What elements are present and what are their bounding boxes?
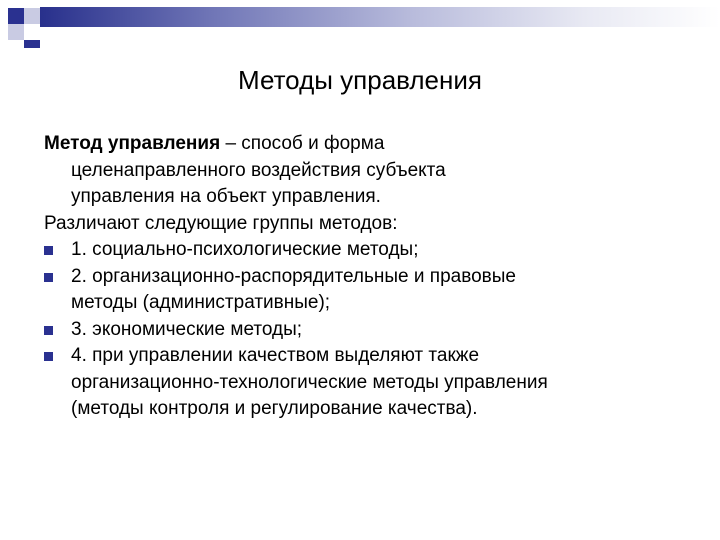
decor-square-icon	[24, 8, 40, 24]
square-bullet-icon	[44, 273, 53, 282]
definition-line-1	[44, 131, 694, 158]
definition-line-2: целенаправленного воздействия субъекта	[71, 159, 446, 181]
list-item	[44, 264, 694, 317]
list-item-text: 4. при управлении качеством выделяют также	[71, 345, 480, 366]
definition-term: Метод управления	[44, 133, 221, 154]
list-item-text: 2. организационно-распорядительные и правовые	[71, 265, 516, 287]
slide-body	[44, 131, 694, 423]
slide-title	[0, 62, 720, 98]
square-bullet-icon	[44, 246, 53, 255]
decor-square-icon	[8, 8, 24, 24]
list-item-text: 1. социально-психологические методы;	[71, 239, 419, 260]
list-item-text: (методы контроля и регулирование качества).	[71, 398, 478, 419]
definition-line-3: управления на объект управления.	[71, 186, 381, 207]
list-item-text: 3. экономические методы;	[71, 318, 303, 340]
list-item	[44, 317, 694, 344]
square-bullet-icon	[44, 326, 53, 335]
decor-square-icon	[24, 40, 40, 48]
list-item	[44, 343, 694, 423]
list-item-text: методы (административные);	[71, 292, 331, 313]
header-gradient-band	[40, 7, 720, 27]
definition-text: – способ и форма	[220, 133, 385, 154]
decor-square-icon	[8, 24, 24, 40]
slide-title-text: Методы управления	[238, 65, 482, 95]
square-bullet-icon	[44, 352, 53, 361]
list-item-text: организационно-технологические методы управления	[71, 371, 548, 393]
list-item	[44, 237, 694, 264]
intro-text: Различают следующие группы методов:	[44, 212, 398, 234]
